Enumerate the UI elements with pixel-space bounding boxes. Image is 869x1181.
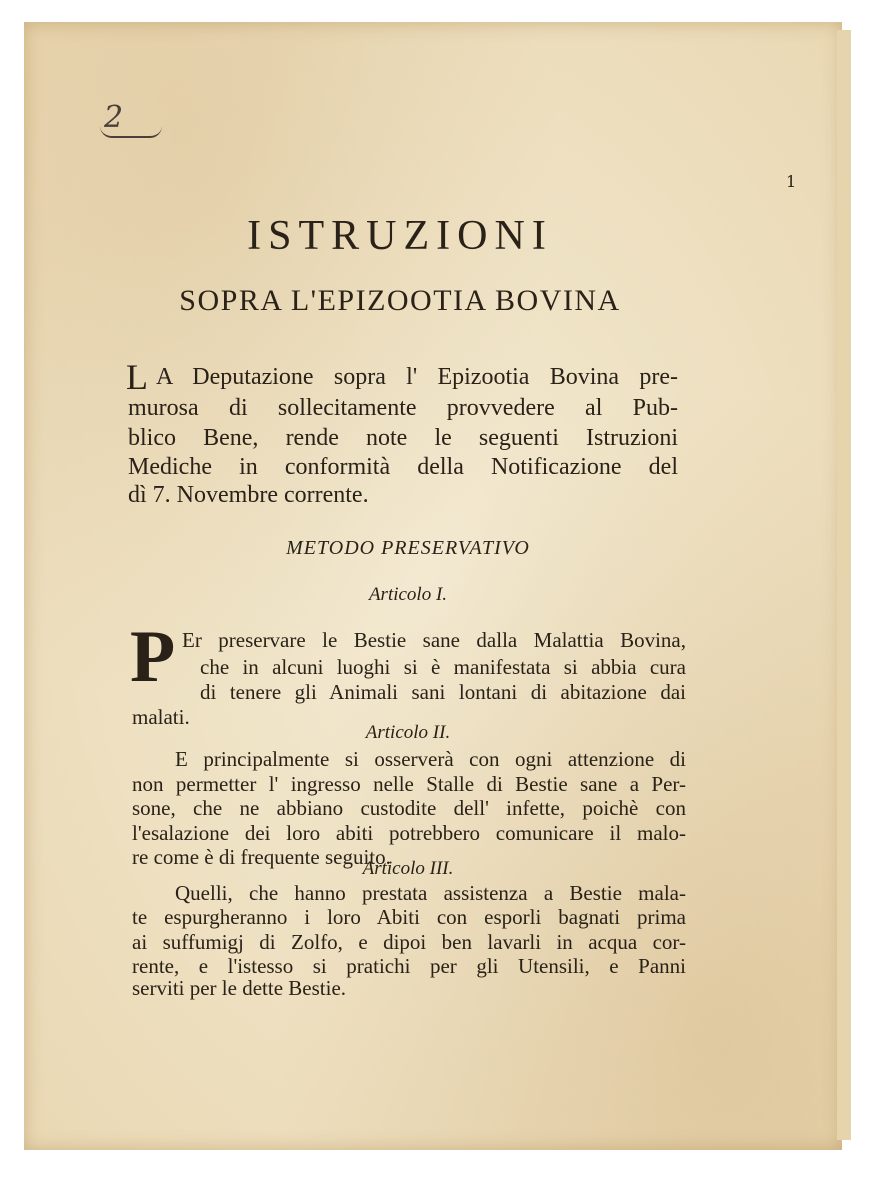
article-line: rente, e l'istesso si pratichi per gli Utensili, e Panni [132,954,686,978]
article-line: malati. [132,705,190,729]
article-line: di tenere gli Animali sani lontani di abitazione dai [200,680,686,704]
article-heading: Articolo II. [365,722,451,743]
article-line: serviti per le dette Bestie. [132,976,347,1000]
document-title: ISTRUZIONI [247,213,553,259]
intro-line: dì 7. Novembre corrente. [128,482,369,508]
intro-line: murosa di sollecitamente provvedere al Pub- [128,395,678,421]
article-line: re come è di frequente seguito. [132,845,391,869]
paper-edge [837,30,851,1140]
article-line: che in alcuni luoghi si è manifestata si abbia cura [200,655,686,679]
section-heading: METODO PRESERVATIVO [286,537,530,559]
intro-drop-cap: L [126,357,148,397]
handwritten-underline [100,126,162,138]
article-drop-cap: P [130,616,176,698]
handwritten-number: 2 [104,100,124,135]
article-line: Er preservare le Bestie sane dalla Malattia Bovina, [182,628,686,652]
article-line: non permetter l' ingresso nelle Stalle di Bestie sane a Per- [132,772,686,796]
article-heading: Articolo I. [368,584,448,605]
intro-line: blico Bene, rende note le seguenti Istruzioni [128,425,678,451]
document-subtitle: SOPRA L'EPIZOOTIA BOVINA [179,284,621,317]
intro-line: A Deputazione sopra l' Epizootia Bovina pre- [156,364,678,390]
article-line: sone, che ne abbiano custodite dell' infette, poichè con [132,796,686,820]
article-line: E principalmente si osserverà con ogni attenzione di [175,747,686,771]
article-heading: Articolo III. [362,858,454,879]
article-line: l'esalazione dei loro abiti potrebbero comunicare il malo- [132,821,686,845]
intro-line: Mediche in conformità della Notificazione del [128,454,678,480]
page-number: 1 [786,172,797,191]
article-line: Quelli, che hanno prestata assistenza a Bestie mala- [175,881,686,905]
article-line: ai suffumigj di Zolfo, e dipoi ben lavarli in acqua cor- [132,930,686,954]
article-line: te espurgheranno i loro Abiti con esporli bagnati prima [132,905,686,929]
